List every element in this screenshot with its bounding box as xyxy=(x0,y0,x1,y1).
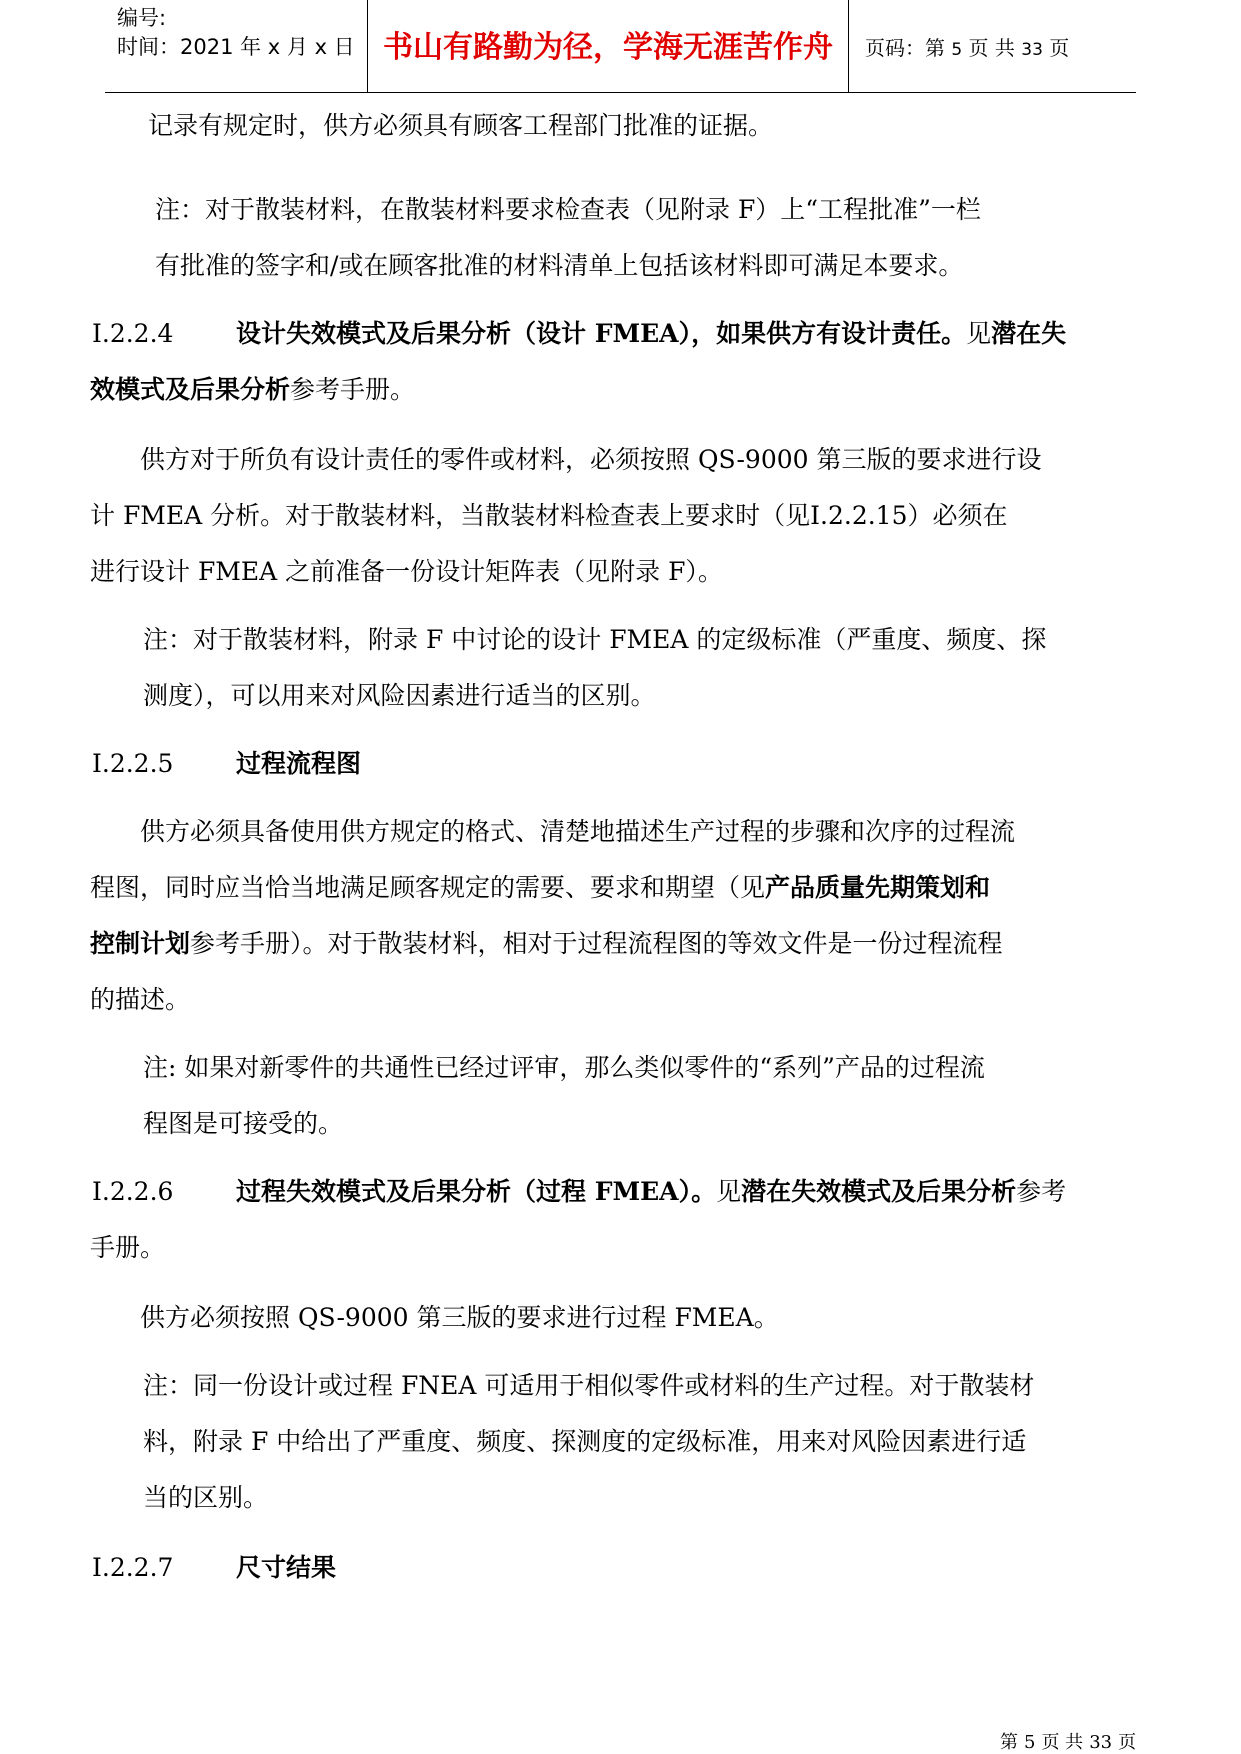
page-prefix: 页码：第 xyxy=(865,36,945,60)
section-heading-1225 xyxy=(92,748,361,780)
paragraph-line: 记录有规定时，供方必须具有顾客工程部门批准的证据。 xyxy=(148,111,774,140)
page-number: 5 xyxy=(951,40,963,60)
see-text: 见 xyxy=(966,319,992,348)
footer-prefix: 第 xyxy=(1000,1732,1018,1753)
reference-title: 潜在失 xyxy=(991,319,1067,348)
page-total: 33 xyxy=(1021,40,1043,60)
footer-page-number: 5 xyxy=(1024,1732,1036,1753)
section-title: 过程流程图 xyxy=(236,749,362,778)
paragraph-line: 供方必须按照 QS-9000 第三版的要求进行过程 FMEA。 xyxy=(140,1303,779,1332)
header-left xyxy=(117,4,367,62)
doc-date: 时间：2021 年 x 月 x 日 xyxy=(117,35,355,59)
reference-title: 产品质量先期策划和 xyxy=(765,873,991,902)
note-line: 有批准的签字和/或在顾客批准的材料清单上包括该材料即可满足本要求。 xyxy=(155,251,964,280)
paragraph-line: 的描述。 xyxy=(90,985,191,1014)
section-number: Ⅰ.2.2.7 xyxy=(92,1553,174,1582)
reference-title: 控制计划 xyxy=(90,929,191,958)
note-line: 料，附录 F 中给出了严重度、频度、探测度的定级标准，用来对风险因素进行适 xyxy=(143,1427,1027,1456)
paragraph-line: 供方对于所负有设计责任的零件或材料，必须按照 QS-9000 第三版的要求进行设 xyxy=(140,445,1042,474)
page-footer xyxy=(1000,1728,1142,1754)
section-number: Ⅰ.2.2.6 xyxy=(92,1177,174,1206)
footer-mid: 页 共 xyxy=(1041,1732,1084,1753)
note-line: 测度），可以用来对风险因素进行适当的区别。 xyxy=(143,681,656,710)
section-heading-1227 xyxy=(92,1552,336,1584)
paragraph-line: 供方必须具备使用供方规定的格式、清楚地描述生产过程的步骤和次序的过程流 xyxy=(140,817,1016,846)
section-number: Ⅰ.2.2.5 xyxy=(92,749,174,778)
header-motto: 书山有路勤为径，学海无涯苦作舟 xyxy=(367,0,849,92)
note-line: 注：同一份设计或过程 FNEA 可适用于相似零件或材料的生产过程。对于散装材 xyxy=(143,1371,1035,1400)
section-heading-1226 xyxy=(92,1176,1066,1208)
header-page-info xyxy=(865,32,1069,61)
paragraph-text: 程图，同时应当恰当地满足顾客规定的需要、要求和期望（见 xyxy=(90,873,766,902)
section-title: 尺寸结果 xyxy=(236,1553,337,1582)
reference-suffix: 参考 xyxy=(1016,1177,1067,1206)
note-line: 程图是可接受的。 xyxy=(143,1109,344,1138)
reference-title: 潜在失效模式及后果分析 xyxy=(741,1177,1017,1206)
doc-number-label: 编号: xyxy=(117,6,167,30)
paragraph-text: 参考手册）。对于散装材料，相对于过程流程图的等效文件是一份过程流程 xyxy=(190,929,1003,958)
footer-page-total: 33 xyxy=(1089,1732,1113,1753)
footer-suffix: 页 xyxy=(1118,1732,1137,1753)
reference-title: 效模式及后果分析 xyxy=(90,375,291,404)
page-mid: 页 共 xyxy=(968,36,1015,60)
see-text: 见 xyxy=(716,1177,742,1206)
heading-continuation: 手册。 xyxy=(90,1233,166,1262)
note-line: 注: 如果对新零件的共通性已经过评审，那么类似零件的“系列”产品的过程流 xyxy=(143,1053,985,1082)
paragraph-line: 进行设计 FMEA 之前准备一份设计矩阵表（见附录 F）。 xyxy=(90,557,723,586)
section-heading-1224 xyxy=(92,318,1066,350)
reference-suffix: 参考手册。 xyxy=(290,375,416,404)
note-line: 注：对于散装材料，在散装材料要求检查表（见附录 F）上“工程批准”一栏 xyxy=(155,195,981,224)
section-title: 过程失效模式及后果分析（过程 FMEA）。 xyxy=(236,1177,717,1206)
section-title: 设计失效模式及后果分析（设计 FMEA），如果供方有设计责任。 xyxy=(236,319,967,348)
paragraph-line: 计 FMEA 分析。对于散装材料，当散装材料检查表上要求时（见Ⅰ.2.2.15）必须在 xyxy=(90,501,1008,530)
paragraph-line xyxy=(90,928,1003,960)
note-line: 当的区别。 xyxy=(143,1483,269,1512)
page-suffix: 页 xyxy=(1049,36,1070,60)
note-line: 注：对于散装材料，附录 F 中讨论的设计 FMEA 的定级标准（严重度、频度、探 xyxy=(143,625,1047,654)
heading-continuation xyxy=(90,374,415,406)
section-number: Ⅰ.2.2.4 xyxy=(92,319,174,348)
paragraph-line xyxy=(90,872,990,904)
page-header xyxy=(105,0,1136,93)
